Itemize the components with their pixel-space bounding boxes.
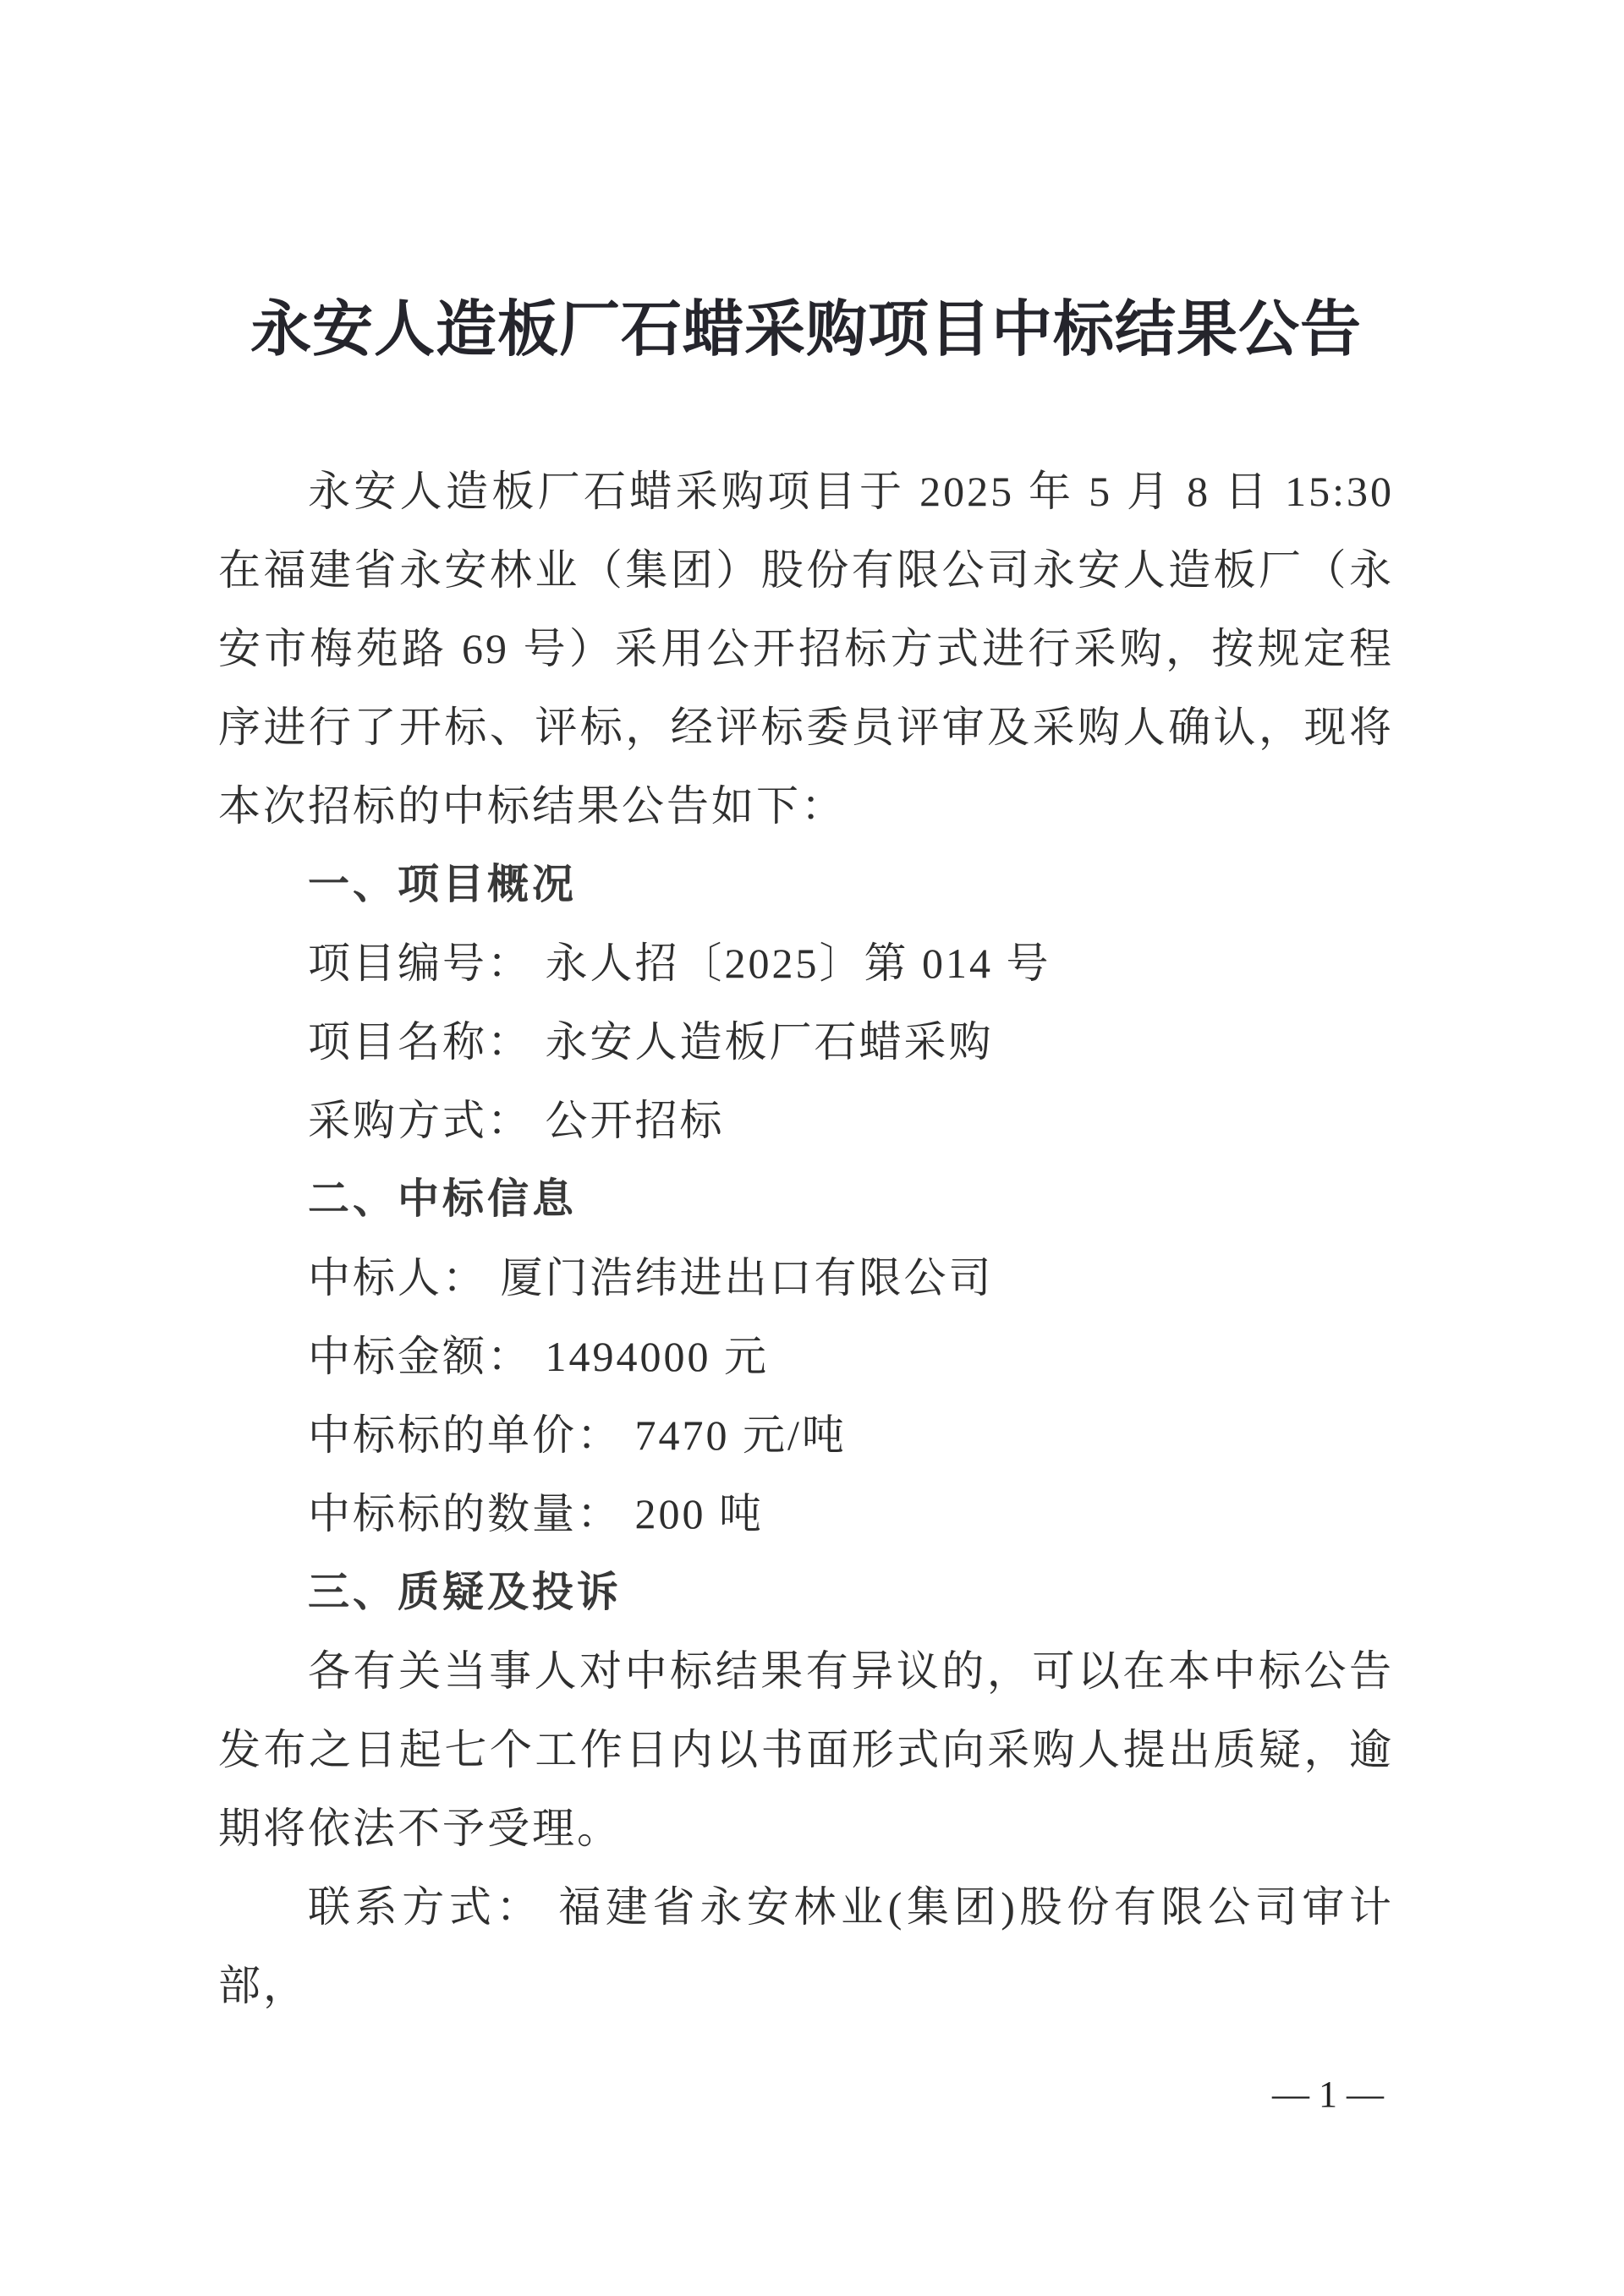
contact-paragraph: 联系方式： 福建省永安林业(集团)股份有限公司审计部，: [218, 1883, 1394, 2009]
project-name-line: 项目名称： 永安人造板厂石蜡采购: [308, 1018, 994, 1066]
project-number-line: 项目编号： 永人招〔2025〕第 014 号: [308, 940, 1051, 987]
intro-paragraph: 永安人造板厂石蜡采购项目于 2025 年 5 月 8 日 15:30 在福建省永安林业（集团）股份有限公司永安人造板厂（永安市梅苑路 69 号）采用公开招标方式进行采购，按规定程序进行了开标、评标，经评标委员评审及采购人确认，现将本次招标的中标结果公告如下：: [218, 468, 1394, 830]
document-title: 永安人造板厂石蜡采购项目中标结果公告: [250, 296, 1362, 364]
section-1-heading: 一、项目概况: [308, 862, 578, 907]
winning-bidder-line: 中标人： 厦门浩纬进出口有限公司: [308, 1254, 994, 1301]
page-number: — 1 —: [1272, 2074, 1384, 2115]
winning-quantity-line: 中标标的数量： 200 吨: [308, 1490, 764, 1537]
document-body: [218, 452, 1394, 2025]
winning-unit-price-line: 中标标的单价： 7470 元/吨: [308, 1411, 847, 1459]
section-2-heading: 二、中标信息: [308, 1176, 578, 1222]
objection-paragraph: 各有关当事人对中标结果有异议的，可以在本中标公告发布之日起七个工作日内以书面形式向采购人提出质疑，逾期将依法不予受理。: [218, 1647, 1394, 1852]
section-3-heading: 三、质疑及投诉: [308, 1570, 623, 1615]
procurement-method-line: 采购方式： 公开招标: [308, 1097, 725, 1144]
winning-amount-line: 中标金额： 1494000 元: [308, 1333, 769, 1380]
